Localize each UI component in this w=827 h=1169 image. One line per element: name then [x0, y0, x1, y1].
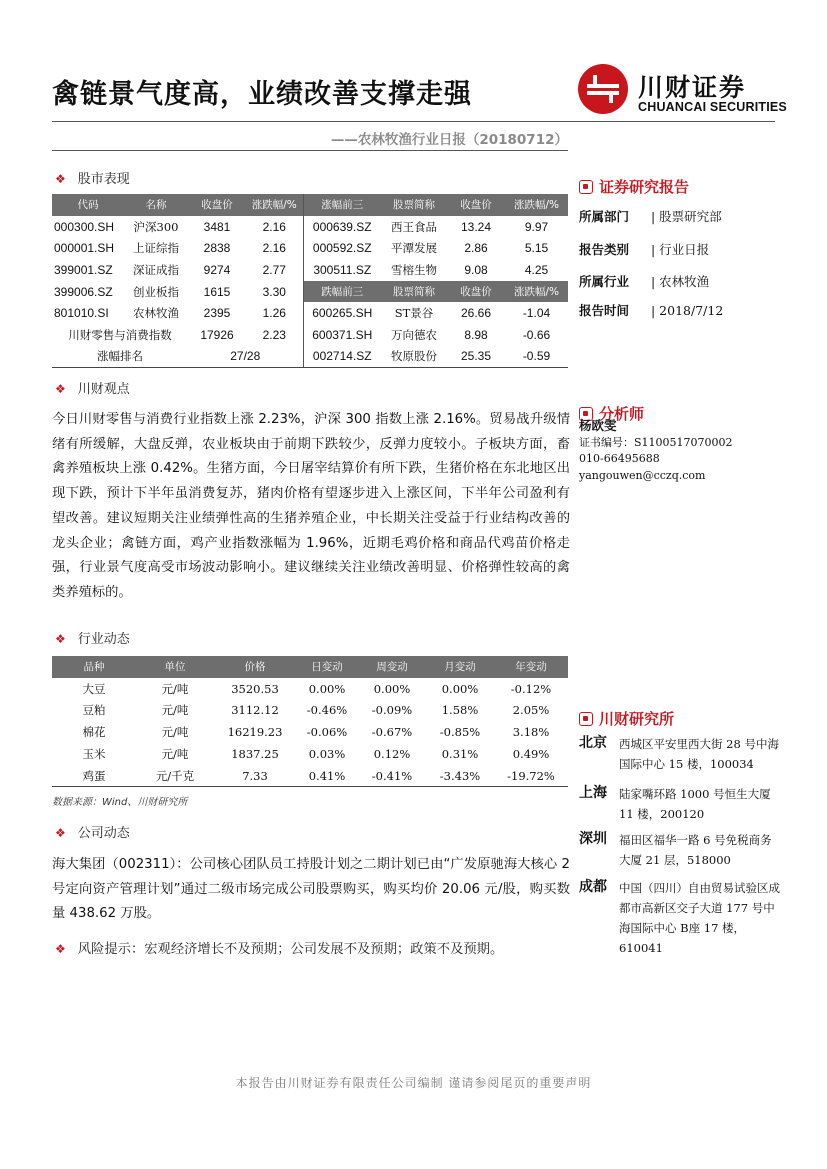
cell: 27/28	[188, 346, 303, 368]
cell: 2.77	[262, 262, 286, 277]
industry-table-header	[52, 656, 568, 678]
cell: 玉米	[82, 747, 106, 762]
cell: 元/千克	[136, 765, 214, 787]
cell: 600265.SH	[303, 302, 381, 324]
cell: 0.41%	[296, 765, 358, 787]
data-source-note: 数据来源：Wind、川财研究所	[52, 797, 188, 808]
office-city: 上海	[579, 785, 607, 801]
cell: 0.00%	[373, 681, 411, 696]
col-header: 代码	[52, 194, 124, 216]
table-row	[52, 302, 568, 324]
report-subtitle: ——农林牧渔行业日报（20180712）	[330, 132, 568, 148]
cell: 000639.SZ	[303, 216, 381, 238]
page-footer: 本报告由川财证券有限责任公司编制 谨请参阅尾页的重要声明	[235, 1076, 592, 1090]
cell: 25.35	[447, 346, 505, 368]
col-header: 涨跌幅/%	[505, 194, 568, 216]
cell: -0.66	[522, 327, 551, 342]
market-table	[52, 194, 568, 368]
office-address: 西城区平安里西大街 28 号中海国际中心 15 楼，100034	[619, 737, 779, 771]
cell: 3520.53	[231, 681, 279, 696]
info-date: 报告时间 | 2018/7/12	[579, 303, 724, 318]
cell: 399001.SZ	[54, 262, 113, 277]
cell: 涨幅排名	[52, 346, 188, 368]
view-paragraph: 今日川财零售与消费行业指数上涨 2.23%，沪深 300 指数上涨 2.16%。贸易战升级情绪有所缓解，大盘反弹，农业板块由于前期下跌较少，反弹力度较小。子板块方面，畜禽养殖板块上涨 0.42%。生猪方面，今日屠宰结算价有所下跌，生猪价格在东北地区出现下跌，预计下半年虽消费复苏，猪肉价格有望逐步进入上涨区间，下半年公司盈利有望改善。建议短期关注业绩弹性高的生猪养殖企业，中长期关注受益于行业结构改善的龙头企业；禽链方面，鸡产业指数涨幅为 1.96%，近期毛鸡价格和商品代鸡苗价格走强，行业景气度高受市场波动影响小。建议继续关注业绩改善明显、价格弹性较高的禽类养殖标的。	[52, 412, 570, 600]
cell: 2838	[203, 241, 231, 256]
company-paragraph: 海大集团（002311）：公司核心团队员工持股计划之二期计划已由“广发原驰海大核心 2 号定向资产管理计划”通过二级市场完成公司股票购买，购买均价 20.06 元/股，购买数量 438.62 万股。	[52, 857, 570, 922]
square-bullet-icon	[579, 180, 593, 194]
cell: 2.86	[464, 241, 488, 256]
table-row	[52, 743, 568, 765]
col-header: 收盘价	[447, 194, 505, 216]
col-header: 收盘价	[188, 194, 246, 216]
cell: 创业板指	[133, 284, 179, 299]
table-row	[52, 678, 568, 700]
info-dept: 所属部门 | 股票研究部	[579, 209, 722, 224]
report-head: 证券研究报告	[579, 176, 689, 197]
analyst-name: 杨欧雯	[579, 418, 617, 433]
diamond-bullet-icon: ❖	[55, 942, 66, 956]
cell: 西王食品	[391, 219, 437, 234]
cell: 棉花	[82, 725, 106, 740]
cell: 元/吨	[161, 703, 189, 718]
cell: 0.03%	[308, 747, 346, 762]
col-header: 跌幅前三	[303, 281, 381, 303]
cell: 鸡蛋	[52, 765, 136, 787]
cell: 1837.25	[231, 747, 279, 762]
cell: -0.85%	[439, 725, 481, 740]
cell: 17926	[200, 327, 234, 342]
analyst-email[interactable]: yangouwen@cczq.com	[579, 469, 706, 482]
cell: 600371.SH	[303, 324, 381, 346]
cell: 000300.SH	[54, 219, 115, 234]
analyst-phone: 010-66495688	[579, 452, 660, 465]
col-header: 涨跌幅/%	[505, 281, 568, 303]
cell: -0.09%	[371, 703, 413, 718]
table-row	[52, 721, 568, 743]
square-bullet-icon	[579, 712, 593, 726]
table-row	[52, 216, 568, 238]
cell: 2.16	[262, 241, 286, 256]
cell: 5.15	[524, 241, 549, 256]
cell: 000001.SH	[54, 241, 115, 256]
office-city: 深圳	[579, 831, 607, 847]
cell: 2.16	[262, 219, 286, 234]
table-row	[52, 237, 568, 259]
cell: 2.05%	[512, 703, 550, 718]
office-city: 北京	[579, 735, 607, 751]
cell: -0.59	[505, 346, 568, 368]
table-row	[52, 259, 568, 281]
cell: 0.31%	[441, 747, 479, 762]
diamond-bullet-icon: ❖	[55, 172, 66, 186]
cell: -0.06%	[306, 725, 348, 740]
col-header: 品种	[52, 656, 136, 678]
cell: 农林牧渔	[133, 306, 179, 321]
cell: 4.25	[524, 262, 549, 277]
cell: -0.46%	[306, 703, 348, 718]
cell: 7.33	[214, 765, 296, 787]
col-header: 单位	[136, 656, 214, 678]
cell: 平潭发展	[391, 241, 437, 256]
cell: 元/吨	[161, 725, 189, 740]
cell: 3481	[203, 219, 231, 234]
office-address: 福田区福华一路 6 号免税商务大厦 21 层，518000	[619, 833, 772, 867]
col-header: 月变动	[426, 656, 494, 678]
analyst-head: 分析师	[579, 403, 644, 424]
subtitle-divider	[52, 150, 568, 151]
cell: 0.12%	[373, 747, 411, 762]
institute-head: 川财研究所	[579, 708, 674, 729]
table-row	[52, 346, 568, 368]
cell: 0.00%	[441, 681, 479, 696]
report-title: 禽链景气度高，业绩改善支撑走强	[52, 79, 472, 110]
col-header: 价格	[214, 656, 296, 678]
cell: 元/吨	[161, 747, 189, 762]
market-table-header	[52, 194, 568, 216]
logo-mark-icon	[578, 64, 628, 114]
logo-name-en: CHUANCAI SECURITIES	[638, 100, 787, 114]
section-company: ❖ 公司动态	[55, 826, 130, 841]
cell: 13.24	[460, 219, 492, 234]
cell: 1615	[203, 284, 231, 299]
cell: 大豆	[82, 681, 106, 696]
cell: 002714.SZ	[303, 346, 381, 368]
col-header: 日变动	[296, 656, 358, 678]
cell: 16219.23	[227, 725, 283, 740]
cell: 9274	[203, 262, 231, 277]
diamond-bullet-icon: ❖	[55, 382, 66, 396]
cell: 牧原股份	[381, 346, 447, 368]
cell: 0.00%	[308, 681, 346, 696]
cell: 3.18%	[512, 725, 550, 740]
cell: 万向德农	[391, 327, 437, 342]
cell: 9.97	[524, 219, 549, 234]
cell: 沪深300	[133, 219, 179, 234]
cell: 豆粕	[82, 703, 106, 718]
diamond-bullet-icon: ❖	[55, 632, 66, 646]
cell: -0.41%	[358, 765, 426, 787]
risk-note: ❖ 风险提示：宏观经济增长不及预期；公司发展不及预期；政策不及预期。	[55, 942, 504, 957]
header-divider	[52, 121, 775, 122]
cell: 8.98	[464, 327, 488, 342]
cell: -3.43%	[426, 765, 494, 787]
diamond-bullet-icon: ❖	[55, 826, 66, 840]
table-row	[52, 765, 568, 787]
cell: -0.67%	[371, 725, 413, 740]
cell: -19.72%	[494, 765, 568, 787]
cell: 0.49%	[512, 747, 550, 762]
info-industry: 所属行业 | 农林牧渔	[579, 274, 710, 289]
industry-table	[52, 656, 568, 787]
info-type: 报告类别 | 行业日报	[579, 242, 710, 257]
cell: ST景谷	[394, 306, 434, 321]
office-address: 中国（四川）自由贸易试验区成都市高新区交子大道 177 号中海国际中心 B座 17 楼，610041	[619, 881, 780, 955]
cell: 300511.SZ	[303, 259, 381, 281]
cell: 801010.SI	[54, 306, 109, 321]
col-header: 周变动	[358, 656, 426, 678]
col-header: 收盘价	[447, 281, 505, 303]
section-market: ❖ 股市表现	[55, 172, 130, 187]
cell: 雪榕生物	[391, 262, 437, 277]
col-header: 涨跌幅/%	[246, 194, 303, 216]
cell: -0.12%	[510, 681, 552, 696]
col-header: 股票简称	[381, 281, 447, 303]
cell: 2395	[203, 306, 231, 321]
cell: 9.08	[464, 262, 488, 277]
col-header: 名称	[124, 194, 188, 216]
cell: 川财零售与消费指数	[68, 327, 172, 342]
cell: 深证成指	[133, 262, 179, 277]
table-row	[52, 700, 568, 722]
section-view: ❖ 川财观点	[55, 382, 130, 397]
cell: 2.23	[262, 327, 286, 342]
cell: 26.66	[460, 306, 492, 321]
col-header: 股票简称	[381, 194, 447, 216]
section-industry: ❖ 行业动态	[55, 632, 130, 647]
table-row	[52, 281, 568, 303]
cell: 399006.SZ	[54, 284, 113, 299]
office-address: 陆家嘴环路 1000 号恒生大厦 11 楼，200120	[619, 787, 771, 821]
cell: 3112.12	[231, 703, 279, 718]
cell: 元/吨	[161, 681, 189, 696]
cell: -1.04	[522, 306, 551, 321]
cell: 1.26	[262, 306, 286, 321]
cell: 3.30	[262, 284, 286, 299]
col-header: 年变动	[494, 656, 568, 678]
company-logo	[578, 64, 787, 120]
analyst-cert: 证书编号：S1100517070002	[579, 436, 733, 449]
cell: 1.58%	[441, 703, 479, 718]
logo-name-cn: 川财证券	[638, 73, 747, 102]
cell: 上证综指	[133, 241, 179, 256]
cell: 000592.SZ	[303, 237, 381, 259]
office-city: 成都	[579, 879, 607, 895]
table-row	[52, 324, 568, 346]
col-header: 涨幅前三	[303, 194, 381, 216]
